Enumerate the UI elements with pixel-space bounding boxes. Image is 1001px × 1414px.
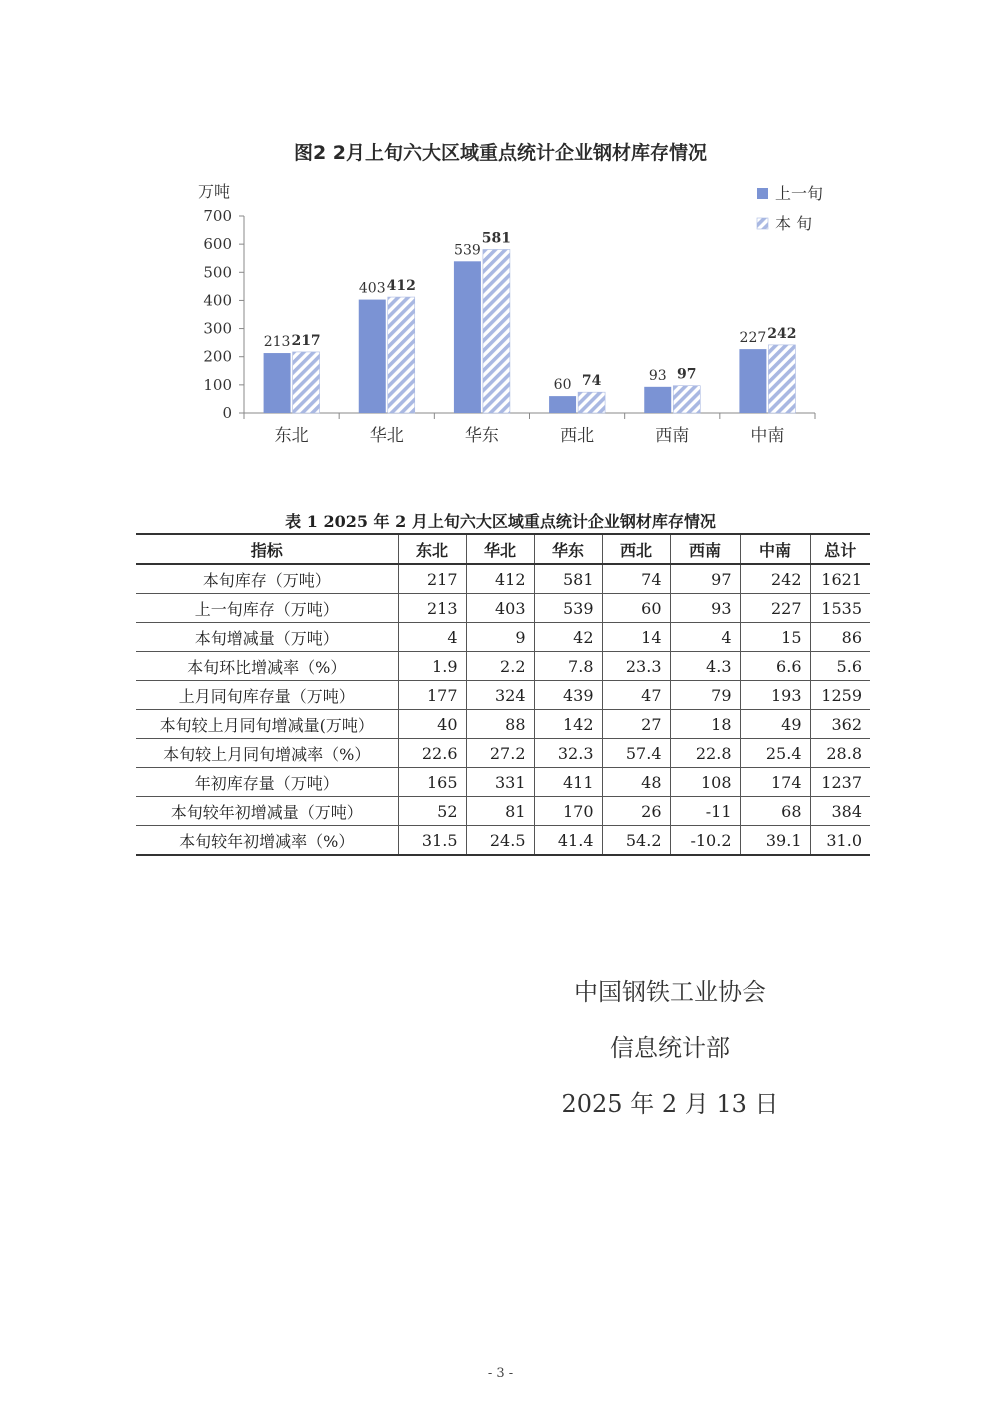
data-label: 581 — [481, 230, 512, 247]
table-cell: 88 — [466, 710, 534, 739]
legend-label: 上一旬 — [775, 184, 824, 203]
table-header: 指标 — [136, 534, 398, 564]
row-label: 上月同旬库存量（万吨） — [136, 681, 398, 710]
table-row — [136, 564, 870, 594]
table-cell: 539 — [534, 594, 602, 623]
signature-dept: 信息统计部 — [610, 1034, 730, 1062]
table-cell: 6.6 — [740, 652, 810, 681]
table-cell: 170 — [534, 797, 602, 826]
y-tick-label: 100 — [203, 375, 232, 394]
table-cell: 47 — [602, 681, 670, 710]
y-tick-label: 300 — [203, 319, 232, 338]
table-cell: 177 — [398, 681, 466, 710]
table-cell: 581 — [534, 564, 602, 594]
table-cell: 242 — [740, 564, 810, 594]
data-label: 213 — [263, 334, 291, 351]
table-header: 中南 — [740, 534, 810, 564]
bar-current-华东 — [483, 249, 510, 413]
bar-current-华北 — [388, 297, 415, 413]
table-cell: 39.1 — [740, 826, 810, 856]
bar-previous-西南 — [644, 387, 671, 413]
table-cell: 81 — [466, 797, 534, 826]
table-cell: 403 — [466, 594, 534, 623]
bar-current-西北 — [578, 392, 605, 413]
legend-label: 本 旬 — [775, 214, 813, 233]
bar-current-西南 — [673, 386, 700, 413]
table-cell: 54.2 — [602, 826, 670, 856]
x-tick-label: 华东 — [464, 426, 499, 446]
table-row — [136, 681, 870, 710]
table-cell: 1621 — [810, 564, 870, 594]
bar-previous-西北 — [549, 396, 576, 413]
bar-previous-华东 — [454, 261, 481, 413]
table-row — [136, 768, 870, 797]
row-label: 年初库存量（万吨） — [136, 768, 398, 797]
table-header: 华北 — [466, 534, 534, 564]
table-cell: -10.2 — [670, 826, 740, 856]
table-cell: 41.4 — [534, 826, 602, 856]
table-row — [136, 739, 870, 768]
table-cell: 1.9 — [398, 652, 466, 681]
table-cell: 1259 — [810, 681, 870, 710]
table-row — [136, 623, 870, 652]
table-row — [136, 652, 870, 681]
table-row — [136, 797, 870, 826]
page-number: - 3 - — [487, 1366, 514, 1381]
table-cell: 52 — [398, 797, 466, 826]
row-label: 本旬较上月同旬增减量(万吨） — [136, 710, 398, 739]
x-tick-label: 西北 — [560, 426, 595, 446]
table-cell: 93 — [670, 594, 740, 623]
data-label: 242 — [767, 325, 797, 342]
x-tick-label: 华北 — [369, 426, 404, 446]
table-cell: 26 — [602, 797, 670, 826]
bar-previous-华北 — [359, 300, 386, 413]
table-header: 华东 — [534, 534, 602, 564]
data-label: 412 — [386, 278, 416, 295]
bar-current-中南 — [768, 345, 795, 413]
table-cell: 1535 — [810, 594, 870, 623]
table-header-row — [136, 534, 870, 564]
x-tick-label: 西南 — [655, 426, 690, 446]
table-cell: 25.4 — [740, 739, 810, 768]
table-row — [136, 710, 870, 739]
table-cell: 79 — [670, 681, 740, 710]
table-cell: 227 — [740, 594, 810, 623]
x-tick-label: 东北 — [274, 426, 309, 446]
y-axis-unit-label: 万吨 — [198, 182, 231, 201]
table-cell: 324 — [466, 681, 534, 710]
table-cell: -11 — [670, 797, 740, 826]
data-label: 60 — [553, 377, 572, 394]
table-cell: 27.2 — [466, 739, 534, 768]
y-tick-label: 400 — [203, 291, 232, 310]
table-cell: 5.6 — [810, 652, 870, 681]
table-cell: 4 — [398, 623, 466, 652]
row-label: 本旬增减量（万吨） — [136, 623, 398, 652]
table-cell: 32.3 — [534, 739, 602, 768]
data-label: 217 — [291, 332, 321, 349]
table-cell: 439 — [534, 681, 602, 710]
row-label: 本旬较年初增减率（%） — [136, 826, 398, 856]
table-header: 东北 — [398, 534, 466, 564]
table-header: 西南 — [670, 534, 740, 564]
bar-current-东北 — [293, 352, 320, 413]
bar-previous-中南 — [739, 349, 766, 413]
table-cell: 97 — [670, 564, 740, 594]
table-cell: 7.8 — [534, 652, 602, 681]
data-label: 97 — [677, 366, 697, 383]
table-cell: 4 — [670, 623, 740, 652]
table-cell: 24.5 — [466, 826, 534, 856]
table-cell: 331 — [466, 768, 534, 797]
table-cell: 49 — [740, 710, 810, 739]
table-cell: 31.5 — [398, 826, 466, 856]
table-cell: 48 — [602, 768, 670, 797]
table-row — [136, 594, 870, 623]
table-cell: 86 — [810, 623, 870, 652]
table-cell: 60 — [602, 594, 670, 623]
table-cell: 165 — [398, 768, 466, 797]
table-cell: 4.3 — [670, 652, 740, 681]
table-cell: 362 — [810, 710, 870, 739]
table-row — [136, 826, 870, 856]
bar-previous-东北 — [264, 353, 291, 413]
table-cell: 15 — [740, 623, 810, 652]
y-tick-label: 500 — [203, 263, 232, 282]
chart-title: 图2 2月上旬六大区域重点统计企业钢材库存情况 — [293, 142, 708, 164]
data-label: 93 — [648, 367, 667, 384]
row-label: 本旬较年初增减量（万吨） — [136, 797, 398, 826]
data-label: 403 — [358, 280, 386, 297]
table-cell: 142 — [534, 710, 602, 739]
table-cell: 14 — [602, 623, 670, 652]
table-header: 总计 — [810, 534, 870, 564]
table-cell: 27 — [602, 710, 670, 739]
table-cell: 2.2 — [466, 652, 534, 681]
y-tick-label: 600 — [203, 235, 232, 254]
table-cell: 412 — [466, 564, 534, 594]
y-tick-label: 200 — [203, 347, 232, 366]
x-tick-label: 中南 — [750, 426, 785, 446]
table-cell: 411 — [534, 768, 602, 797]
table-cell: 23.3 — [602, 652, 670, 681]
data-label: 539 — [454, 242, 481, 259]
y-tick-label: 700 — [203, 207, 232, 225]
table-cell: 384 — [810, 797, 870, 826]
legend-swatch — [757, 218, 768, 229]
inventory-table — [136, 533, 870, 856]
y-tick-label: 0 — [222, 404, 232, 422]
table-cell: 9 — [466, 623, 534, 652]
table-cell: 31.0 — [810, 826, 870, 856]
signature-date: 2025 年 2 月 13 日 — [561, 1090, 779, 1118]
row-label: 本旬库存（万吨） — [136, 564, 398, 594]
legend-swatch — [757, 188, 768, 199]
table-cell: 193 — [740, 681, 810, 710]
table-cell: 213 — [398, 594, 466, 623]
table-title: 表 1 2025 年 2 月上旬六大区域重点统计企业钢材库存情况 — [285, 512, 716, 531]
table-cell: 108 — [670, 768, 740, 797]
table-cell: 22.6 — [398, 739, 466, 768]
table-cell: 40 — [398, 710, 466, 739]
row-label: 本旬环比增减率（%） — [136, 652, 398, 681]
table-cell: 18 — [670, 710, 740, 739]
table-cell: 28.8 — [810, 739, 870, 768]
table-header: 西北 — [602, 534, 670, 564]
table-cell: 42 — [534, 623, 602, 652]
row-label: 本旬较上月同旬增减率（%） — [136, 739, 398, 768]
row-label: 上一旬库存（万吨） — [136, 594, 398, 623]
table-cell: 68 — [740, 797, 810, 826]
table-cell: 1237 — [810, 768, 870, 797]
table-cell: 74 — [602, 564, 670, 594]
table-cell: 57.4 — [602, 739, 670, 768]
table-cell: 22.8 — [670, 739, 740, 768]
table-cell: 217 — [398, 564, 466, 594]
table-cell: 174 — [740, 768, 810, 797]
data-label: 227 — [739, 330, 767, 347]
signature-org: 中国钢铁工业协会 — [574, 978, 766, 1006]
bar-chart — [0, 0, 1001, 470]
data-label: 74 — [581, 373, 602, 390]
